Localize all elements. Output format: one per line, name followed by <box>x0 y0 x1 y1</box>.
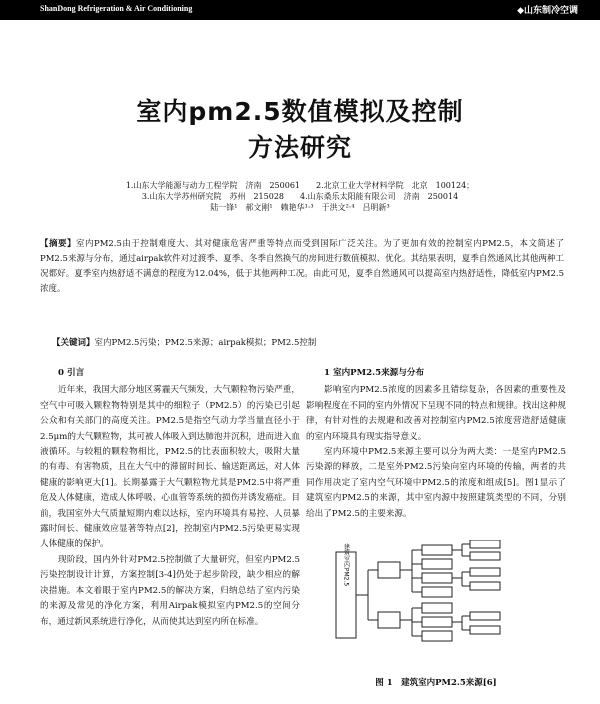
affiliation-line2: 3.山东大学苏州研究院 苏州 215028 4.山东桑乐太阳能有限公司 济南 250014 <box>141 192 459 201</box>
sources-paragraph-2: 室内环境中PM2.5来源主要可以分为两大类：一是室内PM2.5污染源的释放，二是室外PM2.5污染向室内环境的传输，两者的共同作用决定了室内空气环境中PM2.5的浓度和组成[5]。图1显示了建筑室内PM2.5的来源，其中室内源中按照建筑类型的不同，分别给出了PM2.5的主要来源。 <box>306 447 566 519</box>
diagram-node-a3 <box>422 573 452 583</box>
diagram-branch-lines-c <box>452 544 470 556</box>
abstract <box>40 237 564 297</box>
diagram-node-a4 <box>422 587 452 597</box>
figure-1-caption: 图 1 建筑室内PM2.5来源[6] <box>375 678 497 688</box>
diagram-branch-lines-a <box>400 550 422 592</box>
section-heading-sources: 1 室内PM2.5来源与分布 <box>324 368 425 378</box>
abstract-label: 【摘要】 <box>40 239 76 249</box>
paper-title-line1: 室内pm2.5数值模拟及控制 <box>136 97 464 126</box>
keywords-label: 【关键词】 <box>52 338 95 348</box>
left-column <box>40 366 300 630</box>
diagram-node-c2 <box>470 552 500 560</box>
section-heading-intro: 0 引言 <box>58 368 85 378</box>
author-list: 陆一锋¹ 郝文刚¹ 赖艳华¹·³ 于洪文²·⁴ 吕明新³ <box>210 203 390 212</box>
journal-header-bar <box>0 0 600 20</box>
diagram-node-d2 <box>470 582 500 590</box>
intro-paragraph-2: 现阶段，国内外针对PM2.5控制做了大量研究，但室内PM2.5污染控制设计计算，方案控制[3-4]仍处于起步阶段，缺少相应的解决措施。本文着眼于室内PM2.5的解决方案，归纳总结了室内污染的来源及常见的净化方案，利用Airpak模拟室内PM2.5的空间分布，通过新风系统进行净化，从而使其达到室内所在标准。 <box>40 554 300 627</box>
abstract-text: 室内PM2.5由于控制难度大、其对健康危害严重等特点而受到国际广泛关注。为了更加有效的控制室内PM2.5，本文简述了PM2.5来源与分布，通过airpak软件对过渡季、夏季、冬季自然换气的房间进行数值模拟、优化。其结果表明，夏季自然通风比其他两种工况都好。夏季室内热舒适不满意的程度为12.04%，低于其他两种工况。由此可见，夏季自然通风可以提高室内热舒适性，降低室内PM2.5浓度。 <box>40 239 564 294</box>
figure-1-diagram <box>334 540 530 650</box>
intro-paragraph-1: 近年来，我国大部分地区雾霾天气频发，大气颗粒物污染严重，空气中可吸入颗粒物特别是其中的细粒子（PM2.5）的污染已引起公众和有关部门的高度关注。PM2.5是指空气动力学当量直径小于2.5μm的大气颗粒物，其可被人体吸入到达肺泡并沉积，进而进入血液循环。与较粗的颗粒物相比，PM2.5的比表面积较大，吸附大量的有毒、有害物质，且在大气中的滞留时间长、输送距离远，对人体健康的影响更大[1]。长期暴露于大气颗粒物尤其是PM2.5中将严重危及人体健康，造成人体呼吸、心血管等系统的损伤并诱发癌症。目前，我国室外大气质量短期内难以达标，室内环境具有易控、人员暴露时间长、健康效应显著等特点[2]，控制室内PM2.5污染更易实现人体健康的保护。 <box>40 385 300 550</box>
sources-paragraph-1: 影响室内PM2.5浓度的因素多且错综复杂，各因素的重要性及影响程度在不同的室内外情况下呈现不同的特点和规律。找出这种规律，有针对性的去规避和改善对控制室内PM2.5浓度营造舒适健康的室内环境具有现实指导意义。 <box>306 385 566 442</box>
diagram-node-a1 <box>422 545 452 555</box>
diagram-node-d1 <box>470 568 500 576</box>
journal-name: ShanDong Refrigeration & Air Conditioning <box>40 4 193 13</box>
diagram-branch-lines <box>356 570 378 620</box>
diagram-node-b3 <box>422 631 452 641</box>
diagram-node-b <box>378 612 400 628</box>
journal-column: ◆山东制冷空调 <box>517 6 578 16</box>
diagram-node-a <box>378 562 400 578</box>
paper-title-line2: 方法研究 <box>247 133 352 162</box>
diagram-branch-lines-b <box>400 608 422 636</box>
keywords-text: 室内PM2.5污染；PM2.5来源；airpak模拟；PM2.5控制 <box>94 338 317 348</box>
keywords <box>52 336 316 348</box>
diagram-node-e2 <box>470 626 500 634</box>
affiliation-line1: 1.山东大学能源与动力工程学院 济南 250061 2.北京工业大学材料学院 北京 100124； <box>125 181 475 190</box>
diagram-node-b2 <box>422 617 452 627</box>
diagram-node-e1 <box>470 612 500 620</box>
diagram-node-a2 <box>422 559 452 569</box>
diagram-node-b1 <box>422 603 452 613</box>
diagram-node-c1 <box>470 540 500 548</box>
diagram-branch-lines-e <box>452 616 470 630</box>
diagram-root-label: 建筑室内PM2.5 <box>342 543 350 587</box>
diagram-branch-lines-d <box>452 572 470 586</box>
right-column <box>306 366 566 522</box>
